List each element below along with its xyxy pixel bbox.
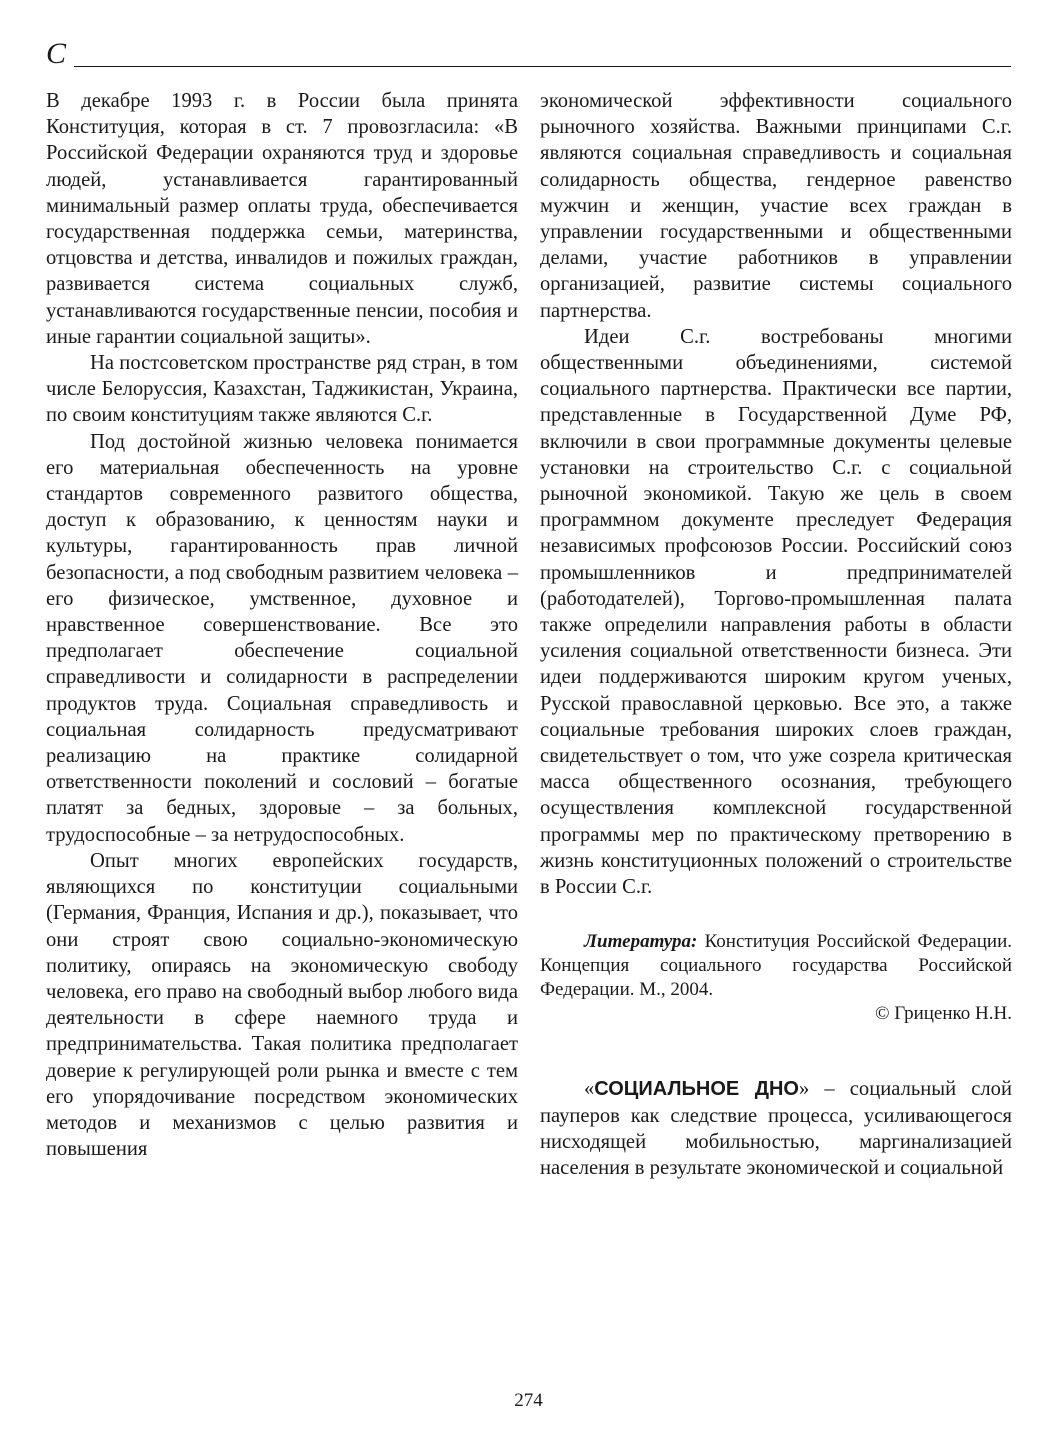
paragraph: Под достойной жизнью человека понимается его материальная обеспеченность на уровне стандартов современного развитого общества, доступ к образованию, к ценностям науки и культуры, гарантированность прав личной безопасности, а под свободным развитием человека – его физическое, умственное, духовное и нравственное совершенствование. Все это предполагает обеспечение социальной справедливости и солидарности в распределении продуктов труда. Социальная справедливость и социальная солидарность предусматривают реализацию на практике солидарной ответственности поколений и сословий – богатые платят за бедных, здоровые – за больных, трудоспособные – за нетрудоспособных. [46,430,518,846]
entry-definition: – социальный слой пауперов как следствие процесса, усиливающегося нисходящей мобильностью, маргинализацией населения в результате экономической и социальной [540,1078,1012,1179]
paragraph: экономической эффективности социального рыночного хозяйства. Важными принципами С.г. являются социальная справедливость и социальная солидарность общества, гендерное равенство мужчин и женщин, участие всех граждан в управлении государственными и общественными делами, участие работников в управлении организацией, развитие системы социального партнерства. [540,90,1012,322]
entry-close-quote: » [798,1078,810,1101]
paragraph: В декабре 1993 г. в России была принята Конституция, которая в ст. 7 провозгласила: «В Российской Федерации охраняются труд и здоровье людей, устанавливается гарантированный минимальный размер оплаты труда, обеспечивается государственная поддержка семьи, материнства, отцовства и детства, инвалидов и пожилых граждан, развивается система социальных служб, устанавливаются государственные пенсии, пособия и иные гарантии социальной защиты». [46,90,518,348]
literature-label: Литература: [584,931,698,953]
literature-reference [540,930,1012,1002]
right-column [540,88,1012,1181]
literature-text: Конституция Российской Федерации. Концепция социального государства Российской Федерации. М., 2004. [540,931,1012,1001]
left-column [46,88,518,1162]
author-credit: © Гриценко Н.Н. [875,1003,1012,1025]
paragraph: Идеи С.г. востребованы многими общественными объединениями, системой социального партнерства. Практически все партии, представленные в Государственной Думе РФ, включили в свои программные документы целевые установки на строительство С.г. с социальной рыночной экономикой. Такую же цель в своем программном документе преследует Федерация независимых профсоюзов России. Российский союз промышленников и предпринимателей (работодателей), Торгово-промышленная палата также определили направления работы в области усиления социальной ответственности бизнеса. Эти идеи поддерживаются широким кругом ученых, Русской православной церковью. Все это, а также социальные требования широких слоев граждан, свидетельствует о том, что уже созрела критическая масса общественного осознания, требующего осуществления комплексной государственной программы мер по практическому претворению в жизнь конституционных положений о строительстве в России С.г. [540,325,1012,899]
dictionary-entry [540,1076,1012,1181]
entry-open-quote: « [584,1078,595,1101]
section-letter: С [46,37,67,70]
page-number: 274 [514,1390,543,1411]
paragraph: Опыт многих европейских государств, являющихся по конституции социальными (Германия, Франция, Испания и др.), показывает, что они строят свою социально-экономическую политику, опираясь на экономическую свободу человека, его право на свободный выбор любого вида деятельности в сфере наемного труда и предпринимательства. Такая политика предполагает доверие к регулирующей роли рынка и вместе с тем его упорядочивание посредством экономических методов и механизмов с целью развития и повышения [46,849,518,1161]
entry-term: СОЦИАЛЬНОЕ ДНО [594,1078,799,1101]
header-rule [74,66,1011,67]
paragraph: На постсоветском пространстве ряд стран, в том числе Белоруссия, Казахстан, Таджикистан, Украина, по своим конституциям также являются С.г. [46,352,518,427]
